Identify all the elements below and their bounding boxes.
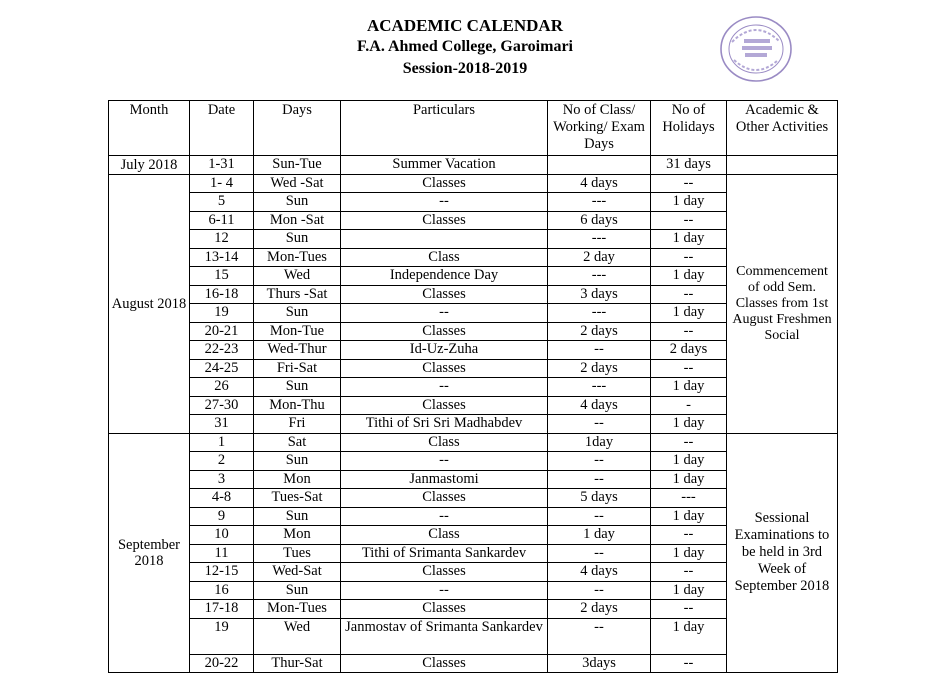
days-cell: Fri [254,415,341,434]
working-days-cell: -- [548,452,651,471]
document-title: ACADEMIC CALENDAR [367,16,563,35]
particulars-cell: Classes [341,211,548,230]
date-cell: 15 [190,267,254,286]
working-days-cell: 4 days [548,174,651,193]
working-days-cell: 2 days [548,359,651,378]
table-header-row [109,101,838,156]
particulars-cell: Classes [341,174,548,193]
table-row [109,433,838,452]
particulars-cell: Classes [341,322,548,341]
date-cell: 12 [190,230,254,249]
holidays-cell: -- [651,285,727,304]
working-days-cell: --- [548,193,651,212]
holidays-cell: 1 day [651,378,727,397]
holidays-cell: 1 day [651,581,727,600]
date-cell: 24-25 [190,359,254,378]
days-cell: Wed-Thur [254,341,341,360]
working-days-cell: -- [548,341,651,360]
holidays-cell: -- [651,654,727,673]
working-days-cell: 1 day [548,526,651,545]
particulars-cell: Classes [341,563,548,582]
date-cell: 12-15 [190,563,254,582]
holidays-cell: 1 day [651,452,727,471]
working-days-cell: -- [548,507,651,526]
days-cell: Sun-Tue [254,156,341,175]
days-cell: Mon-Tues [254,248,341,267]
days-cell: Sun [254,304,341,323]
col-header-holidays: No of Holidays [651,101,727,156]
activities-cell: Sessional Examinations to be held in 3rd Week of September 2018 [727,433,838,673]
working-days-cell: -- [548,618,651,654]
table-row [109,174,838,193]
col-header-date: Date [190,101,254,156]
days-cell: Thurs -Sat [254,285,341,304]
particulars-cell: Summer Vacation [341,156,548,175]
particulars-cell: -- [341,507,548,526]
working-days-cell: --- [548,267,651,286]
college-name: F.A. Ahmed College, Garoimari [357,38,573,55]
date-cell: 22-23 [190,341,254,360]
holidays-cell: --- [651,489,727,508]
col-header-month: Month [109,101,190,156]
date-cell: 9 [190,507,254,526]
date-cell: 4-8 [190,489,254,508]
days-cell: Sun [254,452,341,471]
days-cell: Sun [254,193,341,212]
days-cell: Mon [254,526,341,545]
academic-calendar-table [108,100,838,673]
holidays-cell: 31 days [651,156,727,175]
date-cell: 27-30 [190,396,254,415]
particulars-cell: Classes [341,285,548,304]
date-cell: 16 [190,581,254,600]
august-section [109,174,838,433]
working-days-cell: --- [548,378,651,397]
date-cell: 10 [190,526,254,545]
holidays-cell: 1 day [651,230,727,249]
month-cell: September 2018 [109,433,190,673]
days-cell: Sun [254,581,341,600]
holidays-cell: - [651,396,727,415]
date-cell: 17-18 [190,600,254,619]
holidays-cell: 2 days [651,341,727,360]
days-cell: Mon -Sat [254,211,341,230]
particulars-cell: Classes [341,654,548,673]
date-cell: 20-22 [190,654,254,673]
particulars-cell: -- [341,304,548,323]
days-cell: Mon [254,470,341,489]
col-header-days: Days [254,101,341,156]
particulars-cell: Class [341,433,548,452]
date-cell: 1- 4 [190,174,254,193]
date-cell: 3 [190,470,254,489]
working-days-cell: 2 days [548,322,651,341]
holidays-cell: -- [651,248,727,267]
particulars-cell [341,230,548,249]
days-cell: Sun [254,507,341,526]
particulars-cell: Class [341,248,548,267]
days-cell: Wed [254,618,341,654]
particulars-cell: -- [341,581,548,600]
days-cell: Tues [254,544,341,563]
working-days-cell: 5 days [548,489,651,508]
date-cell: 16-18 [190,285,254,304]
holidays-cell: -- [651,526,727,545]
month-cell: July 2018 [109,156,190,175]
holidays-cell: 1 day [651,415,727,434]
working-days-cell: 6 days [548,211,651,230]
particulars-cell: Janmostav of Srimanta Sankardev [341,618,548,654]
particulars-cell: Tithi of Srimanta Sankardev [341,544,548,563]
particulars-cell: Classes [341,359,548,378]
particulars-cell: -- [341,452,548,471]
date-cell: 1-31 [190,156,254,175]
days-cell: Sun [254,378,341,397]
working-days-cell: 2 days [548,600,651,619]
days-cell: Sun [254,230,341,249]
holidays-cell: -- [651,359,727,378]
days-cell: Thur-Sat [254,654,341,673]
holidays-cell: 1 day [651,470,727,489]
holidays-cell: 1 day [651,618,727,654]
date-cell: 20-21 [190,322,254,341]
holidays-cell: -- [651,174,727,193]
particulars-cell: Classes [341,600,548,619]
working-days-cell: 3days [548,654,651,673]
working-days-cell [548,156,651,175]
date-cell: 19 [190,304,254,323]
holidays-cell: -- [651,322,727,341]
days-cell: Tues-Sat [254,489,341,508]
days-cell: Sat [254,433,341,452]
days-cell: Mon-Tues [254,600,341,619]
date-cell: 2 [190,452,254,471]
working-days-cell: -- [548,470,651,489]
date-cell: 11 [190,544,254,563]
holidays-cell: 1 day [651,544,727,563]
date-cell: 1 [190,433,254,452]
date-cell: 6-11 [190,211,254,230]
days-cell: Wed-Sat [254,563,341,582]
working-days-cell: 3 days [548,285,651,304]
holidays-cell: 1 day [651,304,727,323]
holidays-cell: -- [651,600,727,619]
holidays-cell: -- [651,433,727,452]
working-days-cell: 2 day [548,248,651,267]
month-cell: August 2018 [109,174,190,433]
holidays-cell: -- [651,211,727,230]
particulars-cell: Janmastomi [341,470,548,489]
working-days-cell: --- [548,230,651,249]
working-days-cell: -- [548,581,651,600]
working-days-cell: 4 days [548,396,651,415]
college-seal-stamp [718,14,794,84]
activities-cell: Commencement of odd Sem. Classes from 1st August Freshmen Social [727,174,838,433]
particulars-cell: -- [341,193,548,212]
particulars-cell: Independence Day [341,267,548,286]
col-header-activities: Academic & Other Activities [727,101,838,156]
date-cell: 13-14 [190,248,254,267]
working-days-cell: -- [548,415,651,434]
days-cell: Fri-Sat [254,359,341,378]
holidays-cell: 1 day [651,267,727,286]
date-cell: 19 [190,618,254,654]
particulars-cell: Classes [341,396,548,415]
working-days-cell: -- [548,544,651,563]
particulars-cell: Tithi of Sri Sri Madhabdev [341,415,548,434]
date-cell: 26 [190,378,254,397]
holidays-cell: 1 day [651,193,727,212]
particulars-cell: Id-Uz-Zuha [341,341,548,360]
particulars-cell: Classes [341,489,548,508]
col-header-working-days: No of Class/ Working/ Exam Days [548,101,651,156]
particulars-cell: Class [341,526,548,545]
col-header-particulars: Particulars [341,101,548,156]
days-cell: Mon-Tue [254,322,341,341]
days-cell: Mon-Thu [254,396,341,415]
working-days-cell: 4 days [548,563,651,582]
holidays-cell: 1 day [651,507,727,526]
days-cell: Wed -Sat [254,174,341,193]
holidays-cell: -- [651,563,727,582]
table-row [109,156,838,175]
date-cell: 31 [190,415,254,434]
date-cell: 5 [190,193,254,212]
days-cell: Wed [254,267,341,286]
activities-cell [727,156,838,175]
september-section [109,433,838,673]
particulars-cell: -- [341,378,548,397]
session-label: Session-2018-2019 [402,60,528,77]
working-days-cell: 1day [548,433,651,452]
working-days-cell: --- [548,304,651,323]
